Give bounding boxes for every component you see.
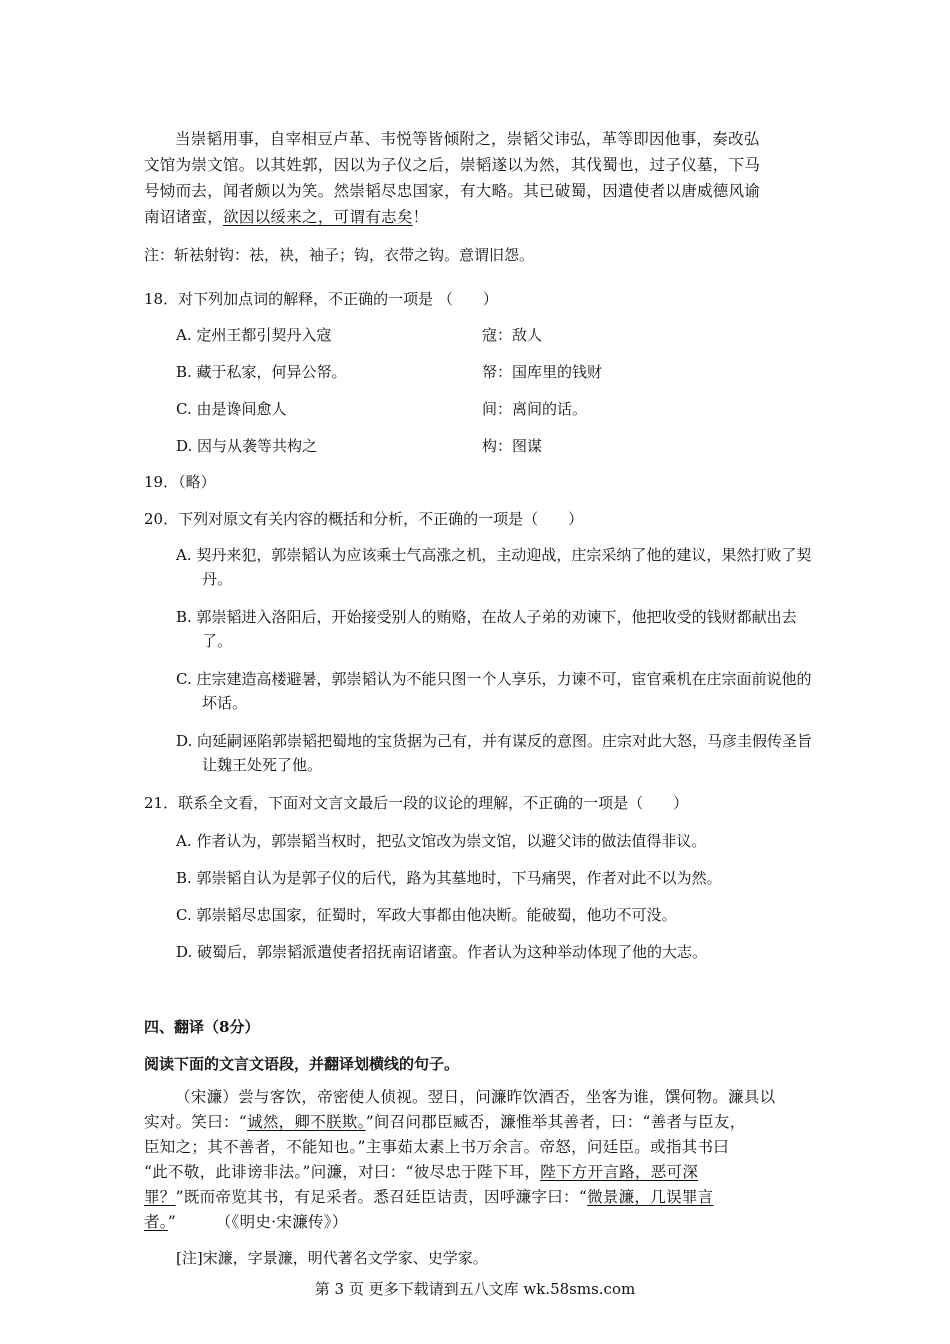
passage-line-1: 当崇韬用事，自宰相豆卢革、韦悦等皆倾附之，崇韬父讳弘，革等即因他事，奏改弘 [175,130,760,148]
q18-option-a: A. 定州王都引契丹入寇 [176,326,332,344]
translation-line-3-text: 臣知之；其不善者，不能知也。”主事茹太素上书万余言。帝怒，问廷臣。或指其书曰 [144,1138,730,1156]
q18-option-d-gloss: 构：图谋 [482,437,543,455]
source-citation: ” （《明史·宋濂传》） [167,1213,348,1231]
footnote: 注：斩祛射钩：祛，袂，袖子；钩，衣带之钩。意谓旧怨。 [144,246,535,264]
q20-option-b: B. 郭崇韬进入洛阳后，开始接受别人的贿赂，在故人子弟的劝谏下，他把收受的钱财都献出去了。 [176,608,797,650]
translation-line-1 [144,1085,814,1110]
passage-line-2-text: 文馆为崇文馆。以其姓郭，因以为子仪之后，崇韬遂以为然，其伐蜀也，过子仪墓，下马 [144,156,761,174]
translation-line-2 [144,1110,814,1135]
page-footer: 第 3 页 更多下载请到五八文库 wk.58sms.com [314,1280,636,1298]
q18-option-c-gloss: 间：离间的话。 [482,400,588,418]
question-18-stem: 18．对下列加点词的解释，不正确的一项是 （ ） [144,290,498,308]
translation-line-6 [144,1210,814,1235]
q18-option-a-gloss: 寇：敌人 [482,326,543,344]
question-19: 19．（略） [144,473,216,491]
q20-option-d: D. 向延嗣诬陷郭崇韬把蜀地的宝货据为己有，并有谋反的意图。庄宗对此大怒，马彦圭假传圣旨让魏王处死了他。 [176,732,813,774]
translation-line-2-text: 实对。笑曰：“ [144,1113,248,1131]
section-4-title: 四、翻译（8分） [144,1018,260,1036]
q18-option-b-gloss: 帑：国库里的钱财 [482,363,603,381]
q20-option-c: C. 庄宗建造高楼避暑，郭崇韬认为不能只图一个人享乐，力谏不可，宦官乘机在庄宗面前说他的坏话。 [176,670,812,712]
passage-line-4 [144,205,814,230]
underlined-sentence-1: 诚然，卿不朕欺。 [247,1113,366,1131]
q18-option-d: D. 因与从袭等共构之 [176,437,318,455]
q21-option-c: C. 郭崇韬尽忠国家，征蜀时，军政大事都由他决断。能破蜀，他功不可没。 [176,906,677,924]
underlined-sentence-3-end: 者。 [144,1213,168,1231]
passage-line-2 [144,153,814,178]
underlined-sentence-3: 微景濂，几误罪言 [587,1188,714,1206]
q18-option-c: C. 由是谗间愈人 [176,400,287,418]
passage-line-4-end: ！ [412,208,429,226]
question-20-stem: 20．下列对原文有关内容的概括和分析，不正确的一项是（ ） [144,510,584,528]
q21-option-d: D. 破蜀后，郭崇韬派遣使者招抚南诏诸蛮。作者认为这种举动体现了他的大志。 [176,943,708,961]
translation-line-5-text: ”既而帝览其书，有足采者。悉召廷臣诘责，因呼濂字曰：“ [175,1188,588,1206]
section-4-instruction: 阅读下面的文言文语段，并翻译划横线的句子。 [144,1055,460,1073]
translation-line-5 [144,1185,814,1210]
translation-line-1-text: （宋濂）尝与客饮，帝密使人侦视。翌日，问濂昨饮酒否，坐客为谁，馔何物。濂具以 [175,1088,776,1106]
translation-annotation: [注]宋濂，字景濂，明代著名文学家、史学家。 [176,1249,488,1267]
translation-line-4 [144,1160,814,1185]
q21-option-b: B. 郭崇韬自认为是郭子仪的后代，路为其墓地时，下马痛哭，作者对此不以为然。 [176,869,722,887]
passage-line-4-text: 南诏诸蛮， [144,208,224,226]
passage-line-3-text: 号恸而去，闻者颇以为笑。然崇韬尽忠国家，有大略。其已破蜀，因遣使者以唐威德风谕 [144,182,761,200]
underlined-sentence-2: 陛下方开言路，恶可深 [540,1163,699,1181]
translation-line-2-rest: ”间召问郡臣臧否，濂惟举其善者，曰：“善者与臣友， [365,1113,746,1131]
q21-option-a: A. 作者认为，郭崇韬当权时，把弘文馆改为崇文馆，以避父讳的做法值得非议。 [176,832,707,850]
passage-line-3 [144,179,814,204]
translation-line-3 [144,1135,814,1160]
underlined-sentence: 欲因以绥来之，可谓有志矣 [223,208,413,226]
passage-paragraph [144,127,814,152]
q18-option-b: B. 藏于私家，何异公帑。 [176,363,347,381]
translation-line-4-text: “此不敬，此诽谤非法。”问濂，对曰：“彼尽忠于陛下耳， [144,1163,541,1181]
underlined-sentence-2-end: 罪？ [144,1188,176,1206]
question-21-stem: 21．联系全文看，下面对文言文最后一段的议论的理解，不正确的一项是（ ） [144,794,689,812]
q20-option-a: A. 契丹来犯，郭崇韬认为应该乘士气高涨之机，主动迎战，庄宗采纳了他的建议，果然打败了契丹。 [176,546,812,588]
